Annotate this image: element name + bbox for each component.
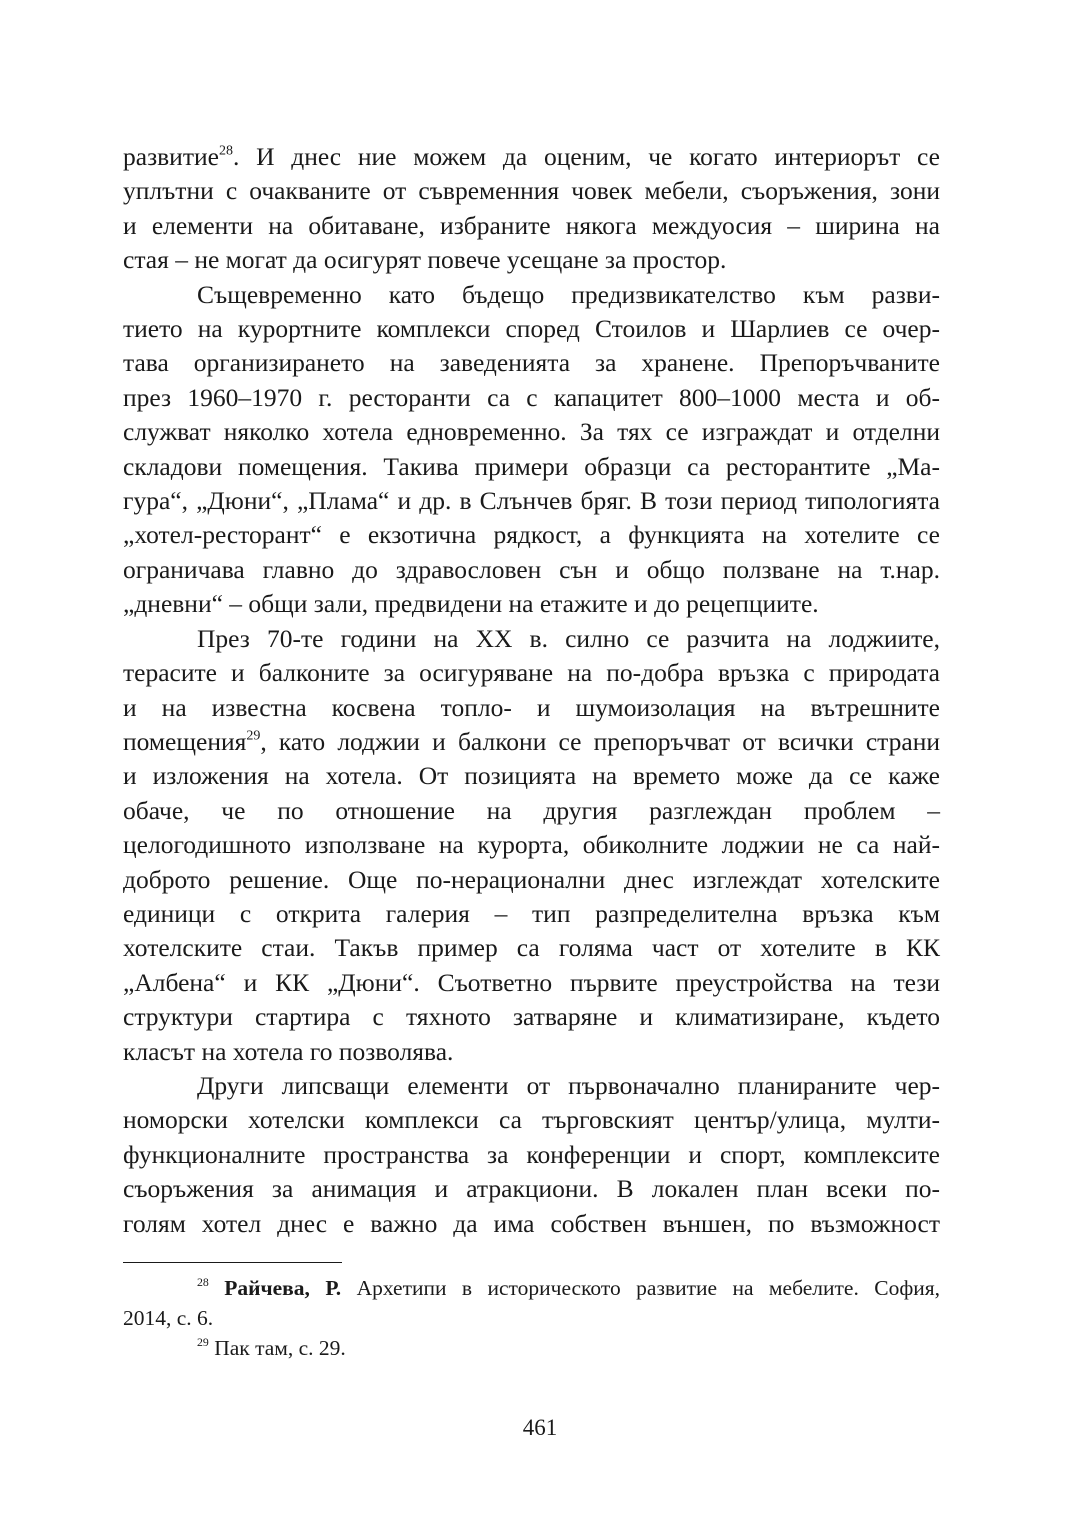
footnote-ref-29[interactable]: 29 (246, 728, 261, 744)
footnote-29 (123, 1333, 940, 1363)
text-line: единици с открита галерия – тип разпределителна връзка към (123, 898, 940, 928)
text-line: голям хотел днес е важно да има собствен външен, по възможност (123, 1208, 940, 1238)
text-line: и на известна косвена топло- и шумоизолация на вътрешните (123, 692, 940, 722)
text-line: Същевременно като бъдещо предизвикателство към разви- (197, 279, 940, 309)
footnote-28 (123, 1273, 940, 1303)
text-line: класът на хотела го позволява. (123, 1036, 454, 1066)
text-line: складови помещения. Такива примери образци са ресторантите „Ма- (123, 451, 940, 481)
text-line: хотелските стаи. Такъв пример са голяма част от хотелите в КК (123, 933, 940, 963)
text-line: доброто решение. Още по-нерационални днес изглеждат хотелските (123, 864, 940, 894)
text-line: терасите и балконите за осигуряване на по-добра връзка с природата (123, 658, 940, 688)
text-line: помещения$^{29}$, като лоджии и балкони се препоръчват от всички страни (123, 726, 940, 756)
text-line: номорски хотелски комплекси са търговският център/улица, мулти- (123, 1105, 940, 1135)
footnote-28-continuation: 2014, с. 6. (123, 1306, 214, 1330)
main-text (123, 140, 940, 1241)
footnote-text: Архетипи в историческото развитие на мебелите. София, (356, 1276, 941, 1300)
text-line: През 70-те години на XX в. силно се разчита на лоджиите, (197, 623, 940, 653)
text-line: и елементи на обитаване, избраните някога междуосия – ширина на (123, 210, 940, 240)
text-line: „хотел-ресторант“ е екзотична рядкост, а функцията на хотелите се (123, 520, 940, 550)
footnote-author: Райчева, Р. (224, 1276, 342, 1300)
text-line: обаче, че по отношение на другия разглеждан проблем – (123, 795, 940, 825)
text-line: целогодишното използване на курорта, обиколните лоджии не са най- (123, 830, 940, 860)
footnote-ref-28[interactable]: 28 (218, 143, 233, 159)
page-number: 461 (522, 1415, 558, 1440)
text-line: и изложения на хотела. От позицията на времето може да се каже (123, 761, 940, 791)
text-line: през 1960–1970 г. ресторанти са с капацитет 800–1000 места и об- (123, 382, 940, 412)
text-line: стая – не могат да осигурят повече усещане за простор. (123, 245, 727, 275)
text-line: „дневни“ – общи зали, предвидени на етажите и до рецепциите. (123, 589, 819, 619)
text-line: ограничава главно до здравословен сън и общо ползване на т.нар. (123, 554, 940, 584)
footnotes (123, 1273, 940, 1363)
text-line: уплътни с очакваните от съвременния човек мебели, съоръжения, зони (123, 176, 940, 206)
text-line: структури стартира с тяхното затваряне и климатизиране, където (123, 1002, 940, 1032)
text-line: функционалните пространства за конференции и спорт, комплексите (123, 1139, 940, 1169)
text-line: служват няколко хотела едновременно. За тях се изграждат и отделни (123, 417, 940, 447)
footnote-marker: 29 (197, 1335, 209, 1350)
footnote-text: Пак там, с. 29. (214, 1336, 346, 1360)
footnote-marker: 28 (197, 1275, 209, 1290)
text-line: Други липсващи елементи от първоначално планираните чер- (197, 1070, 940, 1100)
text-line: тието на курортните комплекси според Стоилов и Шарлиев се очер- (123, 314, 940, 344)
text-line: „Албена“ и КК „Дюни“. Съответно първите преустройства на тези (123, 967, 940, 997)
text-line: гура“, „Дюни“, „Плама“ и др. в Слънчев бряг. В този период типологията (123, 486, 940, 516)
text-line: съоръжения за анимация и атракциони. В локален план всеки по- (123, 1174, 940, 1204)
footnote-separator (123, 1262, 342, 1263)
text-line: тава организирането на заведенията за хранене. Препоръчваните (123, 348, 940, 378)
text-line: развитие$^{28}$. И днес ние можем да оценим, че когато интериорът се (123, 142, 940, 171)
